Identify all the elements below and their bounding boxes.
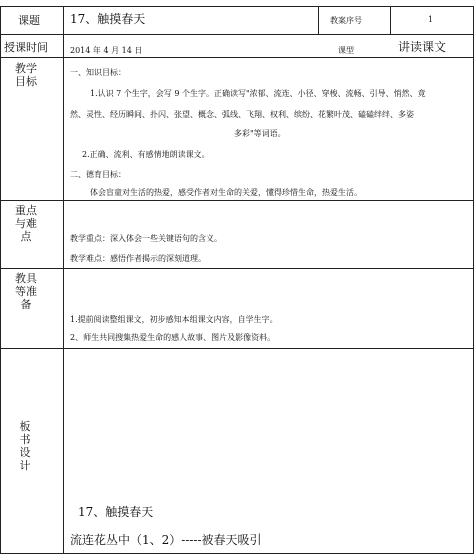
goals-line: 2.正确、流利、有感情地朗读课文。 (82, 150, 210, 159)
date-label: 授课时间 (4, 41, 48, 54)
key-points-label: 重点与难点 (15, 204, 37, 243)
key-points-line: 教学重点：深入体会一些关键语句的含义。 (70, 234, 222, 243)
plan-number-value: 1 (428, 15, 434, 24)
row-divider (0, 34, 474, 35)
date-value: 2014 年 4 月 14 日 (70, 46, 143, 55)
preparation-line: 1.提前阅读整组课文，初步感知本组课文内容，自学生字。 (70, 315, 278, 324)
column-divider (390, 6, 391, 34)
goals-line: 然、灵性、经历瞬间、扑闪、张望、概念、弧线、飞翔、权利、缤纷、花繁叶茂、磕磕绊绊、多姿 (70, 110, 414, 119)
row-divider (0, 268, 474, 269)
row-divider (0, 57, 474, 58)
goals-label: 教学目标 (15, 62, 37, 88)
topic-value: 17、触摸春天 (70, 12, 146, 26)
goals-line: 多彩"等词语。 (234, 129, 286, 138)
row-divider (0, 348, 474, 349)
board-line: 17、触摸春天 (78, 505, 154, 519)
row-divider (0, 6, 474, 7)
board-design-label: 板书设计 (19, 420, 31, 472)
goals-line: 一、知识目标： (70, 68, 126, 77)
key-points-line: 教学难点：感悟作者揭示的深刻道理。 (70, 254, 206, 263)
preparation-label: 教具等准备 (15, 272, 37, 311)
board-line: 流连花丛中（1、2）-----被春天吸引 (70, 533, 262, 547)
preparation-line: 2、师生共同搜集热爱生命的感人故事、图片及影像资料。 (70, 333, 276, 342)
column-divider (63, 6, 64, 554)
goals-line: 二、德育目标： (70, 170, 126, 179)
plan-number-label: 教案序号 (330, 16, 362, 25)
lesson-type-value: 讲读课文 (398, 40, 447, 54)
topic-label: 课题 (18, 14, 40, 27)
lesson-type-label: 课型 (338, 46, 354, 55)
row-divider (0, 200, 474, 201)
column-divider (318, 6, 319, 34)
goals-line: 1.认识 7 个生字，会写 9 个生字。正确读写"浓郁、流连、小径、穿梭、流畅、引导、悄然、竟 (90, 89, 426, 98)
goals-line: 体会盲童对生活的热爱，感受作者对生命的关爱，懂得珍惜生命，热爱生活。 (90, 188, 362, 197)
column-divider (0, 6, 1, 554)
